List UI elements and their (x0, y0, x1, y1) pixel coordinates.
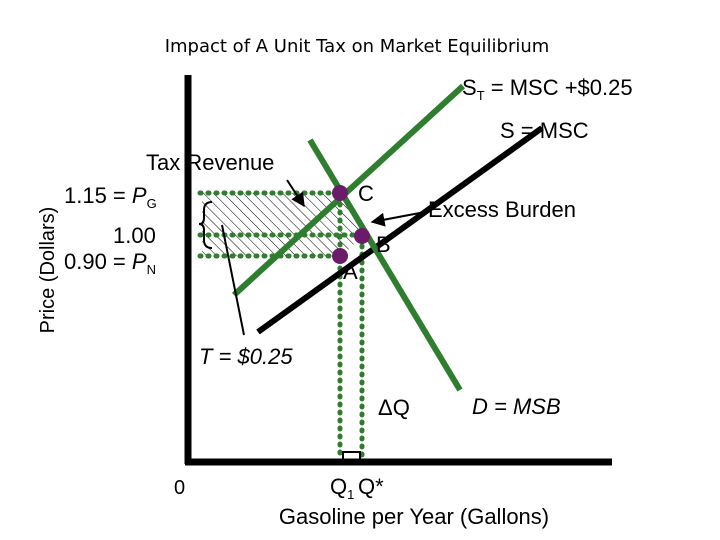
y-axis-label: Price (Dollars) (37, 206, 59, 334)
qstar-label: Q* (358, 474, 384, 499)
excess-burden-label: Excess Burden (428, 197, 576, 222)
point-c-label: C (358, 181, 374, 206)
tax-amount-label: T = $0.25 (199, 344, 293, 369)
supply-label: S = MSC (500, 118, 589, 143)
point-b-marker (354, 228, 370, 244)
pn-price-label: $0.90 = P_N$ (64, 249, 156, 277)
delta-q-label: ΔQ (378, 395, 410, 420)
x-axis-label: Gasoline per Year (Gallons) (278, 504, 550, 529)
demand-curve (310, 140, 460, 390)
tax-revenue-area (202, 193, 342, 256)
point-a-label: A (343, 259, 358, 284)
equilibrium-price-label: 1.00 (113, 223, 156, 248)
q1-label: $Q_1$ (330, 474, 355, 502)
point-b-label: B (376, 232, 391, 257)
diagram-title: Impact of A Unit Tax on Market Equilibrium (164, 36, 550, 57)
origin-label: 0 (174, 477, 186, 499)
supply-taxed-label: $S_T$ = MSC +$0.25 (462, 75, 633, 103)
pg-price-label: $1.15 = P_G$ (64, 183, 157, 211)
point-c-marker (332, 185, 348, 201)
tax-revenue-label: Tax Revenue (146, 150, 275, 175)
demand-label: D = MSB (472, 394, 561, 419)
